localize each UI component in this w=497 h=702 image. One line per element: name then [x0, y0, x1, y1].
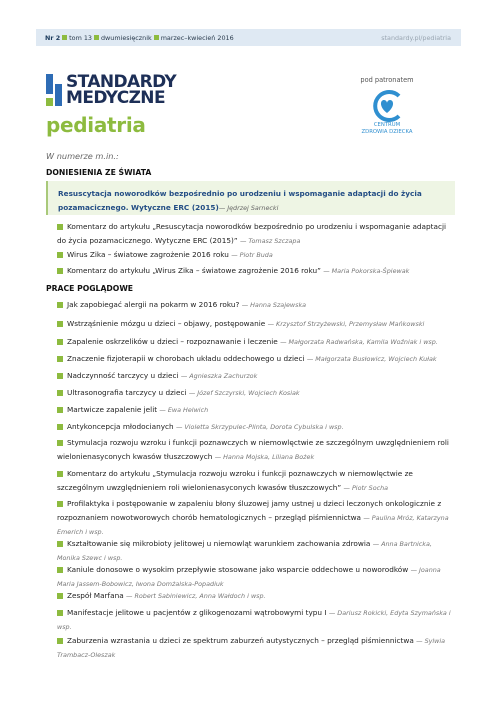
patronage-org-line1: CENTRUM	[373, 122, 401, 128]
featured-article[interactable]	[46, 181, 455, 215]
contents-intro: W numerze m.in.:	[46, 151, 119, 161]
issue-frequency: dwumiesięcznik	[100, 33, 152, 42]
website-link[interactable]: standardy.pl/pediatria	[381, 33, 451, 42]
article-author: — Hanna Szajewska	[241, 301, 307, 309]
article-author: — Piotr Socha	[343, 484, 389, 492]
journal-name: pediatria	[46, 113, 146, 137]
article-title: Wirus Zika – światowe zagrożenie 2016 roku	[67, 250, 229, 259]
article-author: — Piotr Buda	[231, 251, 273, 259]
article-author: — Krzysztof Strzyżewski, Przemysław Mańkowski	[267, 320, 425, 328]
standardy-logo-icon	[46, 74, 62, 106]
article-author: — Józef Szczyrski, Wojciech Kosiak	[188, 389, 300, 397]
article-title: Kaniule donosowe o wysokim przepływie stosowane jako wsparcie oddechowe u noworodków	[67, 565, 409, 574]
article-title: Stymulacja rozwoju wzroku i funkcji poznawczych w niemowlęctwie ze szczególnym uwzględnieniem roli wielonienasyconych kwasów tłuszczowych	[57, 438, 449, 461]
section-title-reviews: PRACE POGLĄDOWE	[46, 284, 134, 293]
issue-header-bar	[36, 29, 461, 46]
article-author: — Robert Sabiniewicz, Anna Wałdoch i wsp.	[126, 592, 266, 600]
article-title: Ultrasonografia tarczycy u dzieci	[67, 388, 187, 397]
issue-volume: tom 13	[69, 33, 92, 42]
article-author: — Anna Bartnicka, Monika Szewc i wsp.	[57, 540, 432, 562]
article-author: — Violetta Skrzypulec-Plinta, Dorota Cybulska i wsp.	[175, 423, 344, 431]
heart-logo-icon	[369, 90, 405, 122]
article-author: — Joanna Maria Jassem-Bobowicz, Iwona Domżalska-Popadiuk	[57, 566, 441, 588]
featured-author: — Jędrzej Sarnecki	[218, 204, 279, 212]
article-title: Jak zapobiegać alergii na pokarm w 2016 roku?	[67, 300, 240, 309]
article-title: Antykoncepcja młodocianych	[67, 422, 174, 431]
logo-text-line1: STANDARDY	[66, 72, 177, 92]
article-author: — Tomasz Szczapa	[239, 237, 301, 245]
green-square-icon	[154, 35, 159, 40]
issue-info	[45, 34, 234, 42]
article-author: — Maria Pokorska-Śpiewak	[323, 267, 410, 275]
article-author: — Dariusz Rokicki, Edyta Szymańska i wsp.	[57, 609, 451, 631]
article-title: Profilaktyka i postępowanie w zapaleniu błony śluzowej jamy ustnej u dzieci leczonych onkologicznie z rozpoznaniem nowotworowych chorób hematologicznych – przegląd piśmiennictwa	[57, 499, 442, 522]
issue-period: marzec–kwiecień 2016	[160, 33, 234, 42]
article-title: Kształtowanie się mikrobioty jelitowej u niemowląt warunkiem zachowania zdrowia	[67, 539, 371, 548]
journal-logo	[46, 74, 206, 110]
article-title: Zespół Marfana	[67, 591, 124, 600]
article-author: — Hanna Mojska, Liliana Bożek	[214, 453, 315, 461]
article-author: — Ewa Helwich	[159, 406, 209, 414]
issue-number: Nr 2	[45, 33, 61, 42]
article-author: — Agnieszka Zachurzok	[180, 372, 258, 380]
article-title: Komentarz do artykułu „Wirus Zika – światowe zagrożenie 2016 roku”	[67, 266, 321, 275]
article-title: Zaburzenia wzrastania u dzieci ze spektrum zaburzeń autystycznych – przegląd piśmiennictwa	[67, 636, 414, 645]
article-author: — Sylwia Trambacz-Oleszak	[57, 637, 446, 659]
green-square-icon	[62, 35, 67, 40]
article-title: Znaczenie fizjoterapii w chorobach układu oddechowego u dzieci	[67, 354, 305, 363]
patronage-label: pod patronatem	[360, 76, 414, 84]
section-title-world: DONIESIENIA ZE ŚWIATA	[46, 168, 152, 177]
article-title: Wstrząśnienie mózgu u dzieci – objawy, postępowanie	[67, 319, 266, 328]
patronage-org-line2: ZDROWIA DZIECKA	[361, 128, 413, 135]
logo-text-line2: MEDYCZNE	[66, 88, 165, 108]
article-title: Komentarz do artykułu „Resuscytacja noworodków bezpośrednio po urodzeniu i wspomaganie adaptacji do życia pozamacicznego. Wytyczne ERC (2015)”	[57, 222, 447, 245]
article-author: — Małgorzata Busłowicz, Wojciech Kułak	[306, 355, 437, 363]
article-title: Martwicze zapalenie jelit	[67, 405, 158, 414]
article-title: Komentarz do artykułu „Stymulacja rozwoju wzroku i funkcji poznawczych w niemowlęctwie ze szczególnym uwzględnieniem roli wielonienasyconych kwasów tłuszczowych”	[57, 469, 413, 492]
article-author: — Małgorzata Radwańska, Kamila Woźniak i wsp.	[280, 338, 438, 346]
featured-text	[58, 187, 450, 215]
article-title: Nadczynność tarczycy u dzieci	[67, 371, 179, 380]
green-square-icon	[94, 35, 99, 40]
patronage-block	[352, 76, 422, 135]
article-title: Zapalenie oskrzelików u dzieci – rozpoznawanie i leczenie	[67, 337, 278, 346]
article-title: Manifestacje jelitowe u pacjentów z glikogenozami wątrobowymi typu I	[67, 608, 327, 617]
article-author: — Paulina Mróz, Katarzyna Emerich i wsp.	[57, 514, 449, 536]
featured-title: Resuscytacja noworodków bezpośrednio po urodzeniu i wspomaganie adaptacji do życia pozamacicznego. Wytyczne ERC (2015)	[58, 189, 422, 212]
